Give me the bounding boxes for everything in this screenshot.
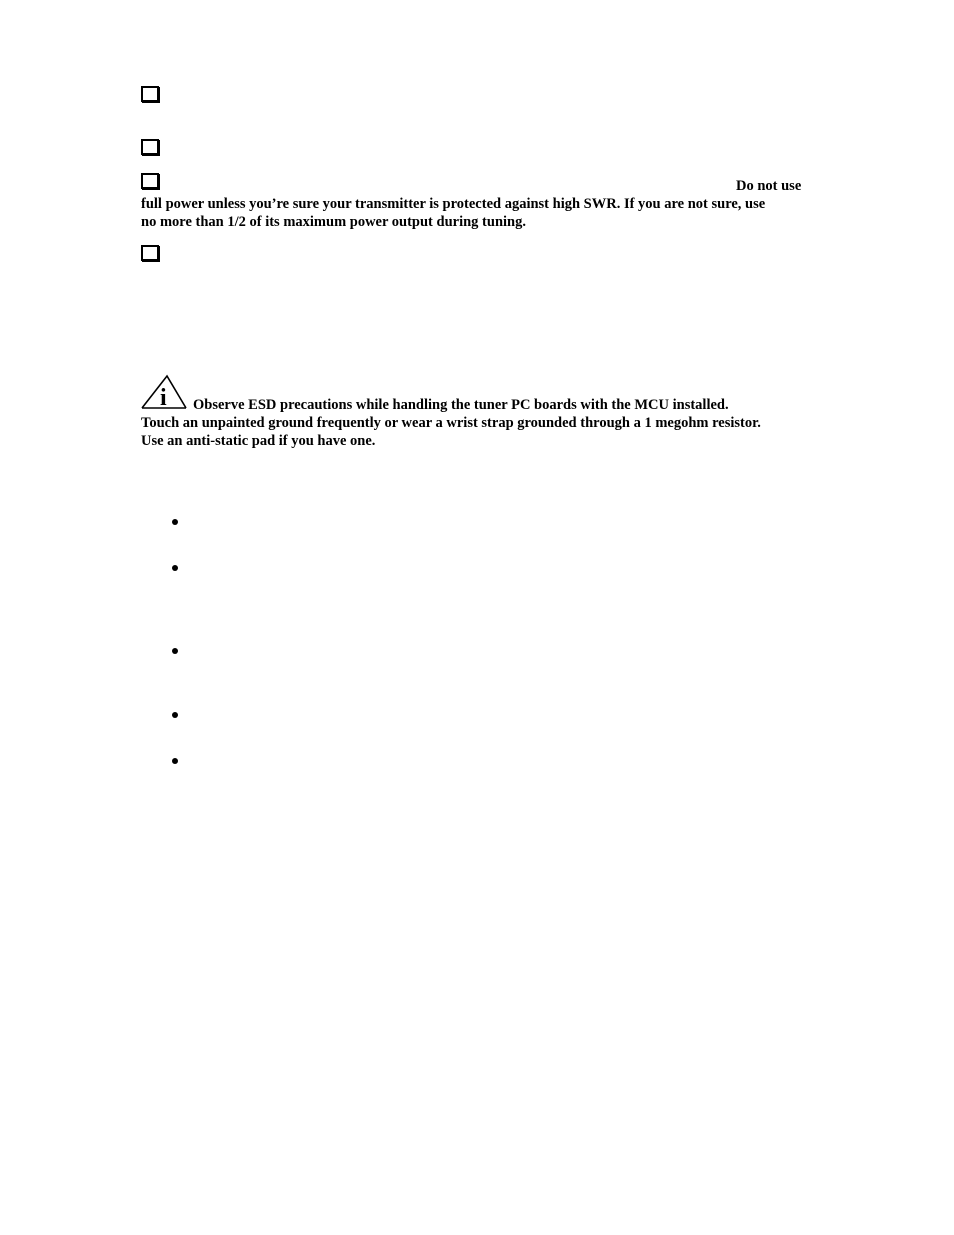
checklist-item3-warning-start: Do not use (736, 178, 802, 194)
list-bullet (172, 712, 178, 718)
checkbox-3[interactable] (141, 173, 159, 189)
info-icon-letter: i (160, 385, 167, 410)
checkbox-2[interactable] (141, 139, 159, 155)
checkbox-4[interactable] (141, 245, 159, 261)
info-warning-triangle-icon (140, 374, 188, 410)
esd-note-line2: Touch an unpainted ground frequently or wear a wrist strap grounded through a 1 megohm resistor. (141, 415, 761, 431)
list-bullet (172, 565, 178, 571)
list-bullet (172, 758, 178, 764)
checkbox-1[interactable] (141, 86, 159, 102)
esd-note-line3: Use an anti-static pad if you have one. (141, 433, 376, 449)
esd-note-line1: Observe ESD precautions while handling the tuner PC boards with the MCU installed. (193, 397, 729, 413)
checklist-item3-warning-line3: no more than 1/2 of its maximum power output during tuning. (141, 214, 526, 230)
list-bullet (172, 648, 178, 654)
checklist-item3-warning-line2: full power unless you’re sure your transmitter is protected against high SWR. If you are not sure, use (141, 196, 766, 212)
list-bullet (172, 519, 178, 525)
